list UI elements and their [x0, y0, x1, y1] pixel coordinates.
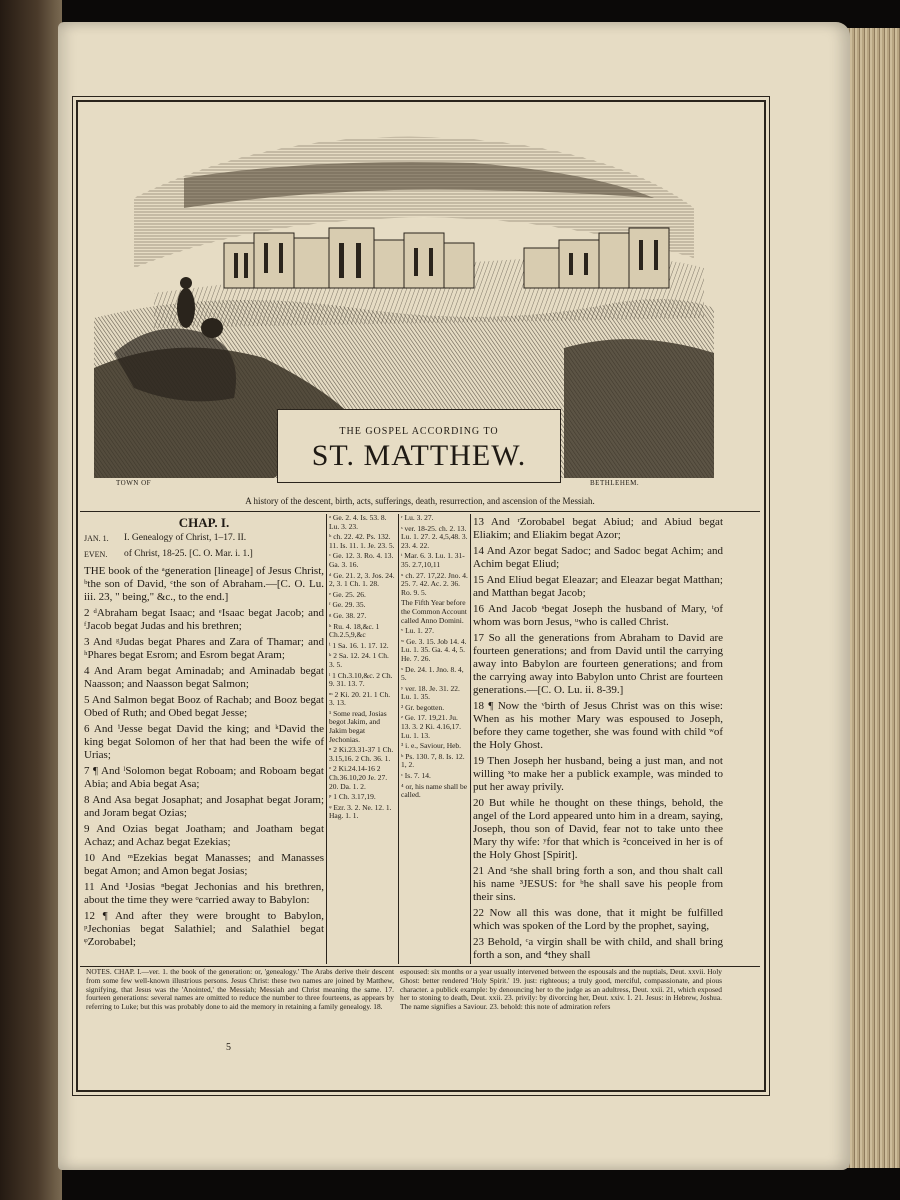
cross-reference: ¹ Some read, Josias begot Jakim, and Jakim begat Jechonias. — [329, 708, 387, 744]
verse: 10 And ᵐEzekias begat Manasses; and Manasses begat Amon; and Amon begat Josias; — [84, 852, 324, 877]
verse: 12 ¶ And after they were brought to Babylon, ᵖJechonias begat Salathiel; and Salathiel begat ᵠZorobabel; — [84, 910, 324, 948]
reading-row — [84, 533, 324, 544]
reading-label: EVEN. — [84, 550, 108, 559]
cross-reference: ᵘ ch. 27. 17,22. Jno. 4. 25. 7. 42. Ac. 2. 36. Ro. 9. 5. — [401, 570, 468, 597]
cross-reference-column-1 — [329, 514, 395, 823]
verse: 8 And Asa begat Josaphat; and Josaphat begat Joram; and Joram begat Ozias; — [84, 794, 324, 819]
verse: 11 And ¹Josias ⁿbegat Jechonias and his brethren, about the time they were ᵒcarried away to Babylon: — [84, 881, 324, 906]
column-divider — [470, 514, 471, 964]
cross-reference-column-2 — [401, 514, 469, 802]
book-cover-edge — [0, 0, 62, 1200]
reading-row — [84, 549, 324, 560]
reading-text: of Christ, 18-25. [C. O. Mar. i. 1.] — [124, 549, 253, 559]
cross-reference: ᵖ 1 Ch. 3.17,19. — [329, 792, 376, 802]
verse-list-left — [84, 565, 324, 949]
cross-reference: ʷ Ge. 3. 15. Job 14. 4. Lu. 1. 35. Ga. 4. 4, 5. He. 7. 26. — [401, 636, 467, 663]
verse: 3 And ᵍJudas begat Phares and Zara of Thamar; and ʰPhares begat Esrom; and Esrom begat Aram; — [84, 636, 324, 661]
book-summary: A history of the descent, birth, acts, sufferings, death, resurrection, and ascension of the Messiah. — [245, 496, 595, 506]
verse: 6 And ⁱJesse begat David the king; and ᵏDavid the king begat Solomon of her that had been the wife of Urias; — [84, 723, 324, 761]
cross-reference: ⁴ or, his name shall be called. — [401, 781, 468, 800]
page-edges — [842, 28, 900, 1168]
verse: 23 Behold, ᶜa virgin shall be with child, and shall bring forth a son, and ⁴they shall — [473, 936, 723, 961]
cross-reference: ʳ Lu. 3. 27. — [401, 513, 434, 522]
verse: 15 And Eliud begat Eleazar; and Eleazar begat Matthan; and Matthan begat Jacob; — [473, 574, 723, 599]
cross-reference: ³ i. e., Saviour, Heb. — [401, 741, 462, 751]
text-column-right — [473, 516, 723, 965]
verse: 19 Then Joseph her husband, being a just man, and not willing ˣto make her a publick example, was minded to put her away privily. — [473, 755, 723, 793]
verse: 7 ¶ And ˡSolomon begat Roboam; and Roboam begat Abia; and Abia begat Asa; — [84, 765, 324, 790]
verse: 13 And ʳZorobabel begat Abiud; and Abiud begat Eliakim; and Eliakim begat Azor; — [473, 516, 723, 541]
cross-reference: ᵗ Mar. 6. 3. Lu. 1. 31-35. 2.7,10,11 — [401, 551, 465, 569]
cross-reference: ᵠ Ezr. 3. 2. Ne. 12. 1. Hag. 1. 1. — [329, 802, 392, 821]
cross-reference: ᶜ Ge. 12. 3. Ro. 4. 13. Ga. 3. 16. — [329, 551, 394, 569]
engraving-caption-left: TOWN OF — [116, 479, 152, 487]
column-divider — [398, 514, 399, 964]
footnotes-right: espoused: six months or a year usually intervened between the espousals and the nuptials, Deut. xxvii. Holy Ghost: better rendered 'Holy Spirit.' 19. just: righteous; a truly good, merciful, compassionate, and pious character. a publick example: by denouncing her to the judge as an adultress, Deut. xxii. 21, which exposed her to stoning to death, Deut. xxii. 23. privily: by divorcing her, Deut. xxiv. 1. 21. Jesus: in Hebrew, Joshua. The name signifies a Saviour. 23. behold: this note of admiration refers — [400, 967, 722, 1012]
cross-reference: ᵇ ch. 22. 42. Ps. 132. 11. Is. 11. 1. Je. 23. 5. — [329, 532, 395, 550]
cross-reference: ⁿ 2 Ki.23.31-37 1 Ch. 3.15,16. 2 Ch. 36. 1. — [329, 745, 394, 763]
cross-reference: ᶠ Ge. 29. 35. — [329, 600, 366, 610]
engraving-caption-right: BETHLEHEM. — [590, 479, 640, 487]
verse: 2 ᵈAbraham begat Isaac; and ᵉIsaac begat Jacob; and ᶠJacob begat Judas and his brethren; — [84, 607, 324, 632]
cross-reference: ᵇ Ps. 130. 7, 8. Is. 12. 1, 2. — [401, 751, 465, 770]
cross-reference: ᶻ Ge. 17. 19,21. Ju. 13. 3. 2 Ki. 4.16,17. Lu. 1. 13. — [401, 713, 461, 740]
cross-reference: ᵈ Ge. 21. 2, 3. Jos. 24. 2, 3. 1 Ch. 1. 28. — [329, 570, 395, 589]
summary-rule — [80, 511, 760, 512]
verse: 5 And Salmon begat Booz of Rachab; and Booz begat Obed of Ruth; and Obed begat Jesse; — [84, 694, 324, 719]
verse: 22 Now all this was done, that it might be fulfilled which was spoken of the Lord by the prophet, saying, — [473, 907, 723, 932]
verse: 21 And ᶻshe shall bring forth a son, and thou shalt call his name ³JESUS: for ᵇhe shall save his people from their sins. — [473, 865, 723, 903]
reading-text: I. Genealogy of Christ, 1–17. II. — [124, 533, 247, 543]
cross-reference: ˡ 1 Ch.3.10,&c. 2 Ch. 9. 31. 13. 7. — [329, 670, 393, 689]
verse: 18 ¶ Now the ᵛbirth of Jesus Christ was on this wise: When as his mother Mary was espoused to Joseph, before they came together, she was found with child ʷof the Holy Ghost. — [473, 700, 723, 751]
verse: 14 And Azor begat Sadoc; and Sadoc begat Achim; and Achim begat Eliud; — [473, 545, 723, 570]
cross-reference: ʰ Ru. 4. 18,&c. 1 Ch.2.5,9,&c — [329, 621, 380, 640]
verse: THE book of the ᵃgeneration [lineage] of Jesus Christ, ᵇthe son of David, ᶜthe son of Abraham.—[C. O. Lu. iii. 23, " being," &c., to the end.] — [84, 565, 324, 603]
footnotes-left: NOTES. CHAP. I.—ver. 1. the book of the generation: or, 'genealogy.' The Arabs derive their descent from some few well-known illustrious persons. Jesus Christ: these two names are joined by Matthew, signifying, that Jesus was the 'Anointed,' the Messiah; Messiah and Christ meaning the same. 17. fourteen generations: several names are omitted to reduce the number to three fourteens, as appears by referring to Luke; but this was probably done to aid the memory in retaining a family genealogy. 18. — [86, 967, 394, 1012]
cross-reference: ˢ ver. 18-25. ch. 2. 13. Lu. 1. 27. 2. 4,5,48. 3. 23. 4. 22. — [401, 523, 468, 550]
cross-reference: ᵍ Ge. 38. 27. — [329, 610, 367, 620]
gospel-subtitle: THE GOSPEL ACCORDING TO — [339, 426, 499, 437]
cross-reference: ˣ De. 24. 1. Jno. 8. 4, 5. — [401, 664, 464, 683]
verse: 17 So all the generations from Abraham to David are fourteen generations; and from David until the carrying away into Babylon are fourteen generations; and from the carrying away into Babylon unto Christ are fourteen generations.—[C. O. Lu. ii. 8-39.] — [473, 632, 723, 696]
page-number: 5 — [226, 1042, 231, 1053]
gospel-title-box — [277, 409, 561, 483]
gospel-title: ST. MATTHEW. — [311, 439, 527, 472]
verse: 4 And Aram begat Aminadab; and Aminadab begat Naasson; and Naasson begat Salmon; — [84, 665, 324, 690]
cross-reference: ᵃ Ge. 2. 4. Is. 53. 8. Lu. 3. 23. — [329, 513, 387, 531]
reading-schedule — [84, 533, 324, 560]
cross-reference: ʸ ver. 18. Je. 31. 22. Lu. 1. 35. — [401, 683, 460, 702]
cross-reference: ⁱ 1 Sa. 16. 1. 17. 12. — [329, 640, 389, 650]
verse: 9 And Ozias begat Joatham; and Joatham begat Achaz; and Achaz begat Ezekias; — [84, 823, 324, 848]
cross-reference: ᵛ Lu. 1. 27. — [401, 626, 435, 636]
reading-label: JAN. 1. — [84, 534, 109, 543]
verse: 20 But while he thought on these things, behold, the angel of the Lord appeared unto him in a dream, saying, Joseph, thou son of David, fear not to take unto thee Mary thy wife: ʸfor that which is ²conceived in her is of the Holy Ghost [Spirit]. — [473, 797, 723, 861]
cross-reference: ᶜ Is. 7. 14. — [401, 771, 431, 781]
cross-reference: ᵐ 2 Ki. 20. 21. 1 Ch. 3. 13. — [329, 689, 391, 708]
cross-reference: ᵏ 2 Sa. 12. 24. 1 Ch. 3. 5. — [329, 651, 389, 669]
cross-reference: ᵉ Ge. 25. 26. — [329, 589, 366, 599]
verse: 16 And Jacob ˢbegat Joseph the husband of Mary, ᵗof whom was born Jesus, ᵘwho is called Christ. — [473, 603, 723, 628]
cross-reference: ᵒ 2 Ki.24.14-16 2 Ch.36.10,20 Je. 27. 20. Da. 1. 2. — [329, 764, 388, 791]
text-column-left — [84, 516, 324, 952]
column-divider — [326, 514, 327, 964]
cross-reference: ² Gr. begotten. — [401, 702, 445, 712]
chapter-heading: CHAP. I. — [178, 515, 230, 530]
cross-reference: The Fifth Year before the Common Account called Anno Domini. — [401, 598, 467, 625]
